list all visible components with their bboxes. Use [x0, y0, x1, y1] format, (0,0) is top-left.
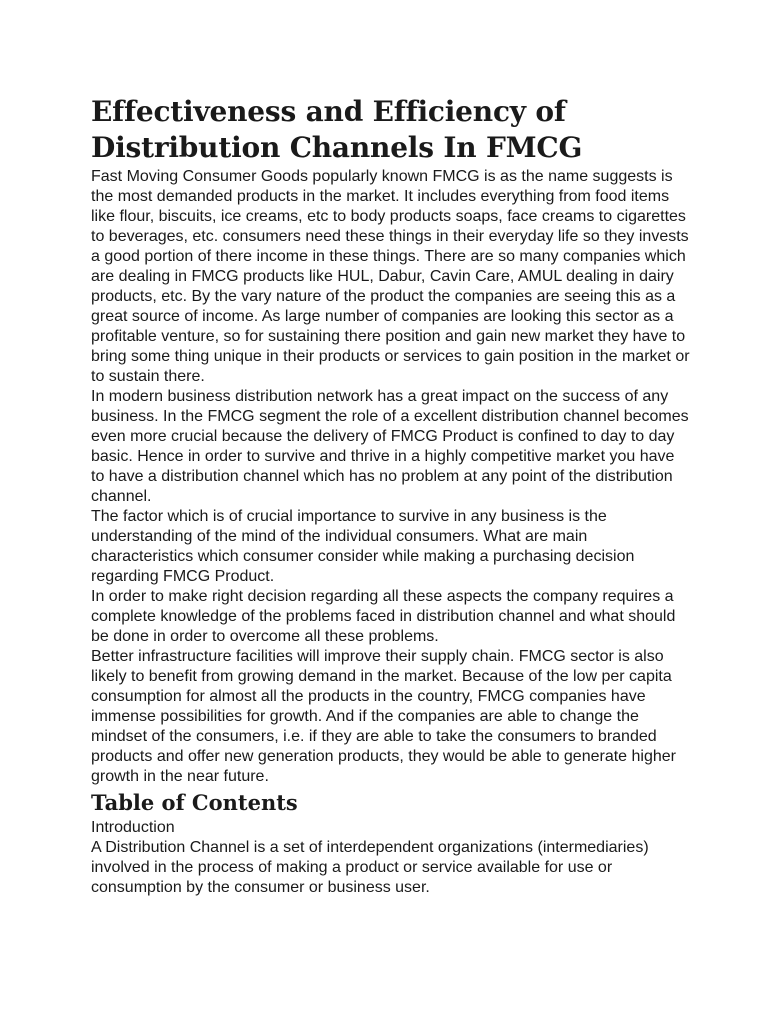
introduction-label: Introduction [91, 819, 175, 836]
paragraph-right-decision: In order to make right decision regarding all these aspects the company requires a complete knowledge of the problems faced in distribution channel and what should be done in order to overcome all these problems. [91, 588, 676, 645]
paragraph-consumer-understanding: The factor which is of crucial importance to survive in any business is the understanding of the mind of the individual consumers. What are main characteristics which consumer consider while making a purchasing decision regarding FMCG Product. [91, 508, 635, 585]
document-page [91, 94, 691, 898]
paragraph-intro-fmcg: Fast Moving Consumer Goods popularly known FMCG is as the name suggests is the most demanded products in the market. It includes everything from food items like flour, biscuits, ice creams, etc to body products soaps, face creams to cigarettes to beverages, etc. consumers need these things in their everyday life so they invests [91, 168, 689, 245]
paragraph-infrastructure: Better infrastructure facilities will improve their supply chain. FMCG sector is also likely to benefit from growing demand in the market. Because of the low per capita consumption for almost all the products in the country, FMCG companies have immense possibilities for growth. And if the companies are able to change the mindset of the consumers, i.e. if they are able to take the consumers to branded products and offer new generation products, they would be able to generate higher growth in the near future. [91, 648, 676, 785]
paragraph-distribution-network: In modern business distribution network has a great impact on the success of any business. In the FMCG segment the role of a excellent distribution channel becomes even more crucial because the delivery of FMCG Product is confined to day to day basic. Hence in order to survive and thrive in a highly competitive market you have to have a distribution channel which has no problem at any point of the distribution channel. [91, 388, 689, 505]
document-title [91, 94, 691, 166]
title-line-2: Distribution Channels In FMCG [91, 131, 583, 164]
title-line-1: Effectiveness and Efficiency of [91, 95, 566, 128]
introduction-text: A Distribution Channel is a set of interdependent organizations (intermediaries) involved in the process of making a product or service available for use or consumption by the consumer or business user. [91, 839, 649, 896]
toc-heading: Table of Contents [91, 790, 298, 815]
paragraph-income-companies: a good portion of there income in these things. There are so many companies which are dealing in FMCG products like HUL, Dabur, Cavin Care, AMUL dealing in dairy products, etc. By the vary nature of the product the companies are seeing this as a great source of income. As large number of companies are looking this sector as a profitable venture, so for sustaining there position and gain new market they have to bring some thing unique in their products or services to gain position in the market or to sustain there. [91, 248, 690, 385]
